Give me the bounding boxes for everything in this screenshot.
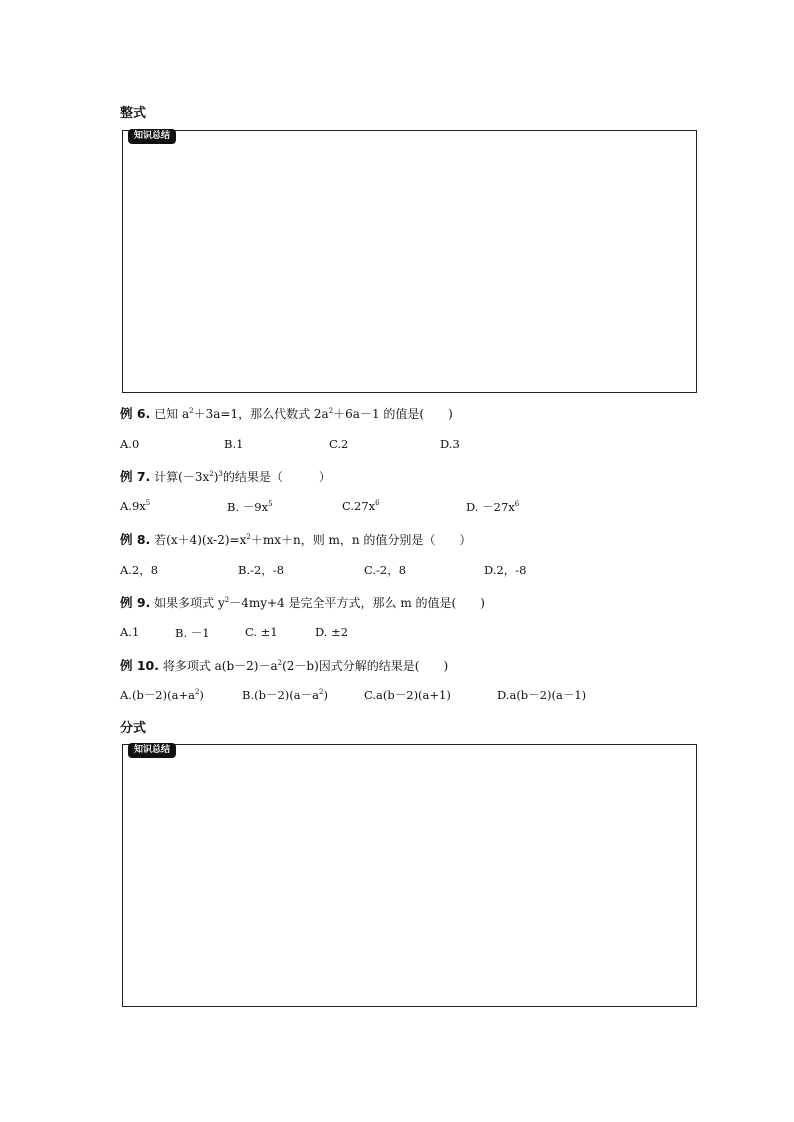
- option-a: A.2，8: [120, 563, 159, 577]
- section-title-polynomials: 整式: [120, 106, 147, 121]
- question-7: 例 7. 计算$(-3x^2)^3$的结果是（ ）: [120, 469, 331, 484]
- option-b: $B.(b-2)(a-a^2)$: [242, 688, 328, 702]
- option-a: $A.9x^5$: [120, 499, 151, 513]
- option-b: B. $-9x^5$: [227, 500, 273, 514]
- option-d: D.3: [440, 437, 460, 451]
- section-title-fractions: 分式: [120, 721, 147, 736]
- option-d: D. $-27x^6$: [466, 500, 520, 514]
- option-d: D. ±2: [315, 625, 349, 639]
- question-10: 例 10. 将多项式 $a(b-2)-a^2(2-b)$因式分解的结果是( ): [120, 658, 449, 673]
- knowledge-summary-box-1: [122, 130, 697, 393]
- knowledge-summary-badge: 知识总结: [128, 129, 176, 144]
- option-c: C. ±1: [245, 625, 278, 639]
- question-6: 例 6. 已知 $a^2+3a=1$，那么代数式 $2a^2+6a-1$ 的值是( ): [120, 406, 453, 421]
- question-number: 例 9.: [120, 595, 151, 610]
- option-c: C.2: [329, 437, 349, 451]
- option-a: A.0: [120, 437, 140, 451]
- knowledge-summary-box-2: [122, 744, 697, 1007]
- question-number: 例 6.: [120, 406, 151, 421]
- option-b: B. －1: [175, 626, 210, 640]
- question-number: 例 7.: [120, 469, 151, 484]
- question-8: 例 8. 若$(x+4)(x-2)=x^2+mx+n$，则 m，n 的值分别是（ ）: [120, 532, 472, 547]
- option-c: $C.27x^6$: [342, 499, 380, 513]
- knowledge-summary-badge: 知识总结: [128, 743, 176, 758]
- option-a: $A.(b-2)(a+a^2)$: [120, 688, 204, 702]
- question-number: 例 8.: [120, 532, 151, 547]
- option-d: D.2，-8: [484, 563, 527, 577]
- option-d: D.a(b－2)(a－1): [497, 688, 587, 702]
- question-9: 例 9. 如果多项式 $y^2-4my+4$ 是完全平方式，那么 m 的值是( ): [120, 595, 485, 610]
- option-b: B.-2，-8: [238, 563, 285, 577]
- option-c: C.-2，8: [364, 563, 407, 577]
- option-a: A.1: [120, 625, 140, 639]
- option-c: C.a(b－2)(a+1): [364, 688, 451, 702]
- option-b: B.1: [224, 437, 244, 451]
- question-number: 例 10.: [120, 658, 159, 673]
